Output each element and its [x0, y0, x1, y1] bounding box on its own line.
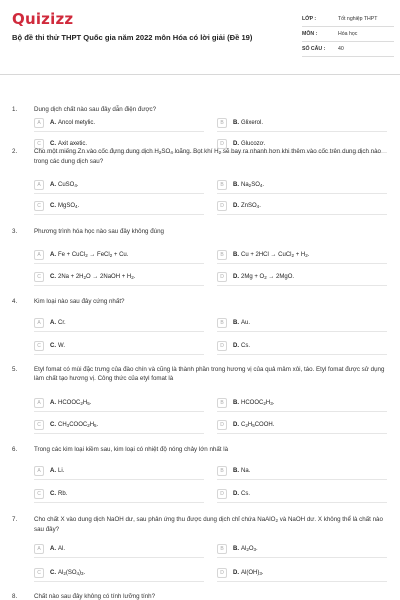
- option-answer: W.: [58, 343, 65, 349]
- option-text: [233, 400, 274, 406]
- option-text: [233, 546, 258, 552]
- option-letter-badge: D: [217, 489, 227, 499]
- question-number: 1.: [12, 106, 18, 113]
- option-underline: [34, 263, 204, 264]
- option-text: [233, 320, 250, 326]
- option-answer: $CH_3COOC_2H_5$.: [58, 422, 99, 428]
- option-d[interactable]: [217, 272, 392, 286]
- option-letter-badge: C: [34, 489, 44, 499]
- option-answer: ZnSO$_4$.: [241, 203, 261, 209]
- option-a[interactable]: [34, 398, 209, 412]
- option-label: B.: [233, 252, 239, 258]
- meta-class-key: LỚP :: [302, 16, 317, 22]
- header-divider: [0, 74, 400, 75]
- option-letter-badge: B: [217, 466, 227, 476]
- option-c[interactable]: [34, 341, 209, 355]
- option-label: C.: [50, 422, 56, 428]
- question-number: 7.: [12, 516, 18, 523]
- option-label: D.: [233, 422, 239, 428]
- option-answer: Fe + CuCl$_2$ → FeCl$_2$ + Cu.: [58, 252, 129, 258]
- option-b[interactable]: [217, 118, 392, 132]
- option-b[interactable]: [217, 180, 392, 194]
- option-b[interactable]: [217, 398, 392, 412]
- option-letter-badge: C: [34, 201, 44, 211]
- option-text: [233, 274, 294, 280]
- option-text: [50, 203, 79, 209]
- option-label: B.: [233, 546, 239, 552]
- option-a[interactable]: [34, 118, 209, 132]
- option-answer: $Al(OH)_3$.: [241, 570, 264, 576]
- option-letter-badge: A: [34, 398, 44, 408]
- option-letter-badge: D: [217, 341, 227, 351]
- option-answer: Au.: [241, 320, 251, 326]
- option-underline: [34, 581, 204, 582]
- option-text: [233, 252, 309, 258]
- option-label: B.: [233, 182, 239, 188]
- option-underline: [217, 193, 387, 194]
- option-label: C.: [50, 570, 56, 576]
- option-answer: $2Na + 2H_2O$ → 2NaOH + $H_2$.: [58, 274, 136, 280]
- option-text: [50, 252, 128, 258]
- option-letter-badge: C: [34, 568, 44, 578]
- option-c[interactable]: [34, 489, 209, 503]
- question-text: Cho một miếng Zn vào cốc đựng dung dịch $H_2SO_4$ loãng. Bọt khí $H_2$ sẽ bay ra nhanh hơn khi thêm vào cốc trên dung dịch nào trong các dung dịch sau?: [34, 148, 382, 165]
- option-underline: [34, 479, 204, 480]
- option-text: [233, 120, 263, 126]
- option-underline: [34, 354, 204, 355]
- option-letter-badge: C: [34, 272, 44, 282]
- option-answer: Li.: [58, 468, 65, 474]
- question-text: Phương trình hóa học nào sau đây không đúng: [34, 228, 164, 235]
- option-answer: Rb.: [58, 491, 68, 497]
- option-text: [50, 570, 85, 576]
- option-c[interactable]: [34, 568, 209, 582]
- option-text: [233, 203, 261, 209]
- question-number: 4.: [12, 298, 18, 305]
- option-underline: [217, 214, 387, 215]
- option-a[interactable]: [34, 466, 209, 480]
- option-b[interactable]: [217, 544, 392, 558]
- option-text: [50, 491, 67, 497]
- question-text: Trong các kim loại kiềm sau, kim loại có nhiệt độ nóng chảy lớn nhất là: [34, 446, 229, 453]
- option-underline: [34, 331, 204, 332]
- option-letter-badge: B: [217, 180, 227, 190]
- option-text: [50, 546, 65, 552]
- option-answer: Axit axetic.: [58, 141, 88, 147]
- option-text: [233, 468, 250, 474]
- option-c[interactable]: [34, 272, 209, 286]
- option-label: A.: [50, 182, 56, 188]
- option-underline: [34, 502, 204, 503]
- option-letter-badge: B: [217, 544, 227, 554]
- option-underline: [217, 411, 387, 412]
- option-label: D.: [233, 141, 239, 147]
- option-text: [233, 141, 265, 147]
- option-answer: Cs.: [241, 491, 250, 497]
- option-underline: [217, 263, 387, 264]
- option-label: B.: [233, 468, 239, 474]
- option-text: [50, 422, 98, 428]
- option-b[interactable]: [217, 466, 392, 480]
- question-text: Kim loại nào sau đây cứng nhất?: [34, 298, 125, 305]
- option-answer: Na.: [241, 468, 251, 474]
- option-label: C.: [50, 491, 56, 497]
- option-text: [50, 141, 87, 147]
- meta-count-value: 40: [338, 46, 344, 52]
- question-number: 8.: [12, 593, 18, 600]
- option-text: [50, 182, 79, 188]
- option-letter-badge: C: [34, 139, 44, 149]
- option-text: [50, 120, 95, 126]
- meta-count-row: [302, 42, 394, 57]
- option-letter-badge: D: [217, 139, 227, 149]
- option-letter-badge: D: [217, 272, 227, 282]
- question-number: 5.: [12, 366, 18, 373]
- question-number: 6.: [12, 446, 18, 453]
- option-text: [233, 182, 264, 188]
- option-underline: [217, 479, 387, 480]
- option-label: B.: [233, 400, 239, 406]
- option-text: [233, 343, 250, 349]
- option-letter-badge: A: [34, 544, 44, 554]
- option-letter-badge: D: [217, 201, 227, 211]
- option-answer: Glucozơ.: [241, 141, 266, 147]
- option-label: C.: [50, 274, 56, 280]
- option-text: [50, 468, 64, 474]
- option-answer: $Na_2SO_4$.: [241, 182, 265, 188]
- option-answer: MgSO$_4$.: [58, 203, 80, 209]
- option-letter-badge: A: [34, 180, 44, 190]
- option-underline: [217, 433, 387, 434]
- option-c[interactable]: [34, 201, 209, 215]
- option-text: [50, 320, 66, 326]
- option-underline: [34, 193, 204, 194]
- option-answer: $C_2H_5COOH$.: [241, 422, 275, 428]
- option-underline: [34, 285, 204, 286]
- option-underline: [34, 411, 204, 412]
- option-text: [233, 422, 274, 428]
- option-a[interactable]: [34, 180, 209, 194]
- option-answer: Ancol metylic.: [58, 120, 96, 126]
- option-label: A.: [50, 400, 56, 406]
- option-answer: Cr.: [58, 320, 66, 326]
- meta-count-key: SỐ CÂU :: [302, 46, 326, 52]
- option-letter-badge: B: [217, 250, 227, 260]
- question-text: Cho chất X vào dung dịch NaOH dư, sau phản ứng thu được dung dịch chỉ chứa NaAlO$_2$ và NaOH dư. X không thể là chất nào sau đây?: [34, 516, 383, 533]
- option-underline: [34, 433, 204, 434]
- option-label: B.: [233, 120, 239, 126]
- option-answer: $HCOOC_2H_5$.: [58, 400, 92, 406]
- option-answer: $Al_2O_3$.: [241, 546, 258, 552]
- option-d[interactable]: [217, 568, 392, 582]
- question-text: Dung dịch chất nào sau đây dẫn điện được?: [34, 106, 157, 113]
- option-letter-badge: C: [34, 341, 44, 351]
- option-label: A.: [50, 468, 56, 474]
- option-text: [233, 491, 250, 497]
- option-label: A.: [50, 546, 56, 552]
- option-label: C.: [50, 343, 56, 349]
- option-a[interactable]: [34, 544, 209, 558]
- option-label: D.: [233, 570, 239, 576]
- option-text: [50, 343, 65, 349]
- option-answer: Cs.: [241, 343, 250, 349]
- option-letter-badge: C: [34, 420, 44, 430]
- question-number: 3.: [12, 228, 18, 235]
- option-underline: [217, 502, 387, 503]
- option-underline: [34, 214, 204, 215]
- option-letter-badge: A: [34, 318, 44, 328]
- option-label: A.: [50, 120, 56, 126]
- option-letter-badge: A: [34, 466, 44, 476]
- option-answer: Glixerol.: [241, 120, 264, 126]
- option-label: C.: [50, 203, 56, 209]
- option-label: D.: [233, 343, 239, 349]
- option-underline: [217, 557, 387, 558]
- option-answer: $HCOOC_2H_3$.: [241, 400, 275, 406]
- option-letter-badge: D: [217, 568, 227, 578]
- option-label: D.: [233, 491, 239, 497]
- option-b[interactable]: [217, 250, 392, 264]
- option-b[interactable]: [217, 318, 392, 332]
- meta-class-row: [302, 12, 394, 27]
- option-d[interactable]: [217, 201, 392, 215]
- option-text: [50, 400, 91, 406]
- option-underline: [217, 354, 387, 355]
- meta-subject-row: [302, 27, 394, 42]
- option-underline: [217, 131, 387, 132]
- option-label: A.: [50, 252, 56, 258]
- option-answer: $Al_2(SO_4)_3$.: [58, 570, 86, 576]
- quizizz-logo: Quizizz: [12, 10, 74, 28]
- question-text: Chất nào sau đây không có tính lưỡng tính?: [34, 593, 156, 600]
- option-answer: Cu + 2HCl → CuCl$_2$ + $H_2$.: [241, 252, 310, 258]
- option-underline: [34, 557, 204, 558]
- option-underline: [34, 131, 204, 132]
- option-d[interactable]: [217, 341, 392, 355]
- option-label: A.: [50, 320, 56, 326]
- option-letter-badge: A: [34, 118, 44, 128]
- option-underline: [217, 581, 387, 582]
- option-answer: $2Mg + O_2 \to 2MgO$.: [241, 274, 295, 280]
- option-label: B.: [233, 320, 239, 326]
- option-label: D.: [233, 274, 239, 280]
- question-number: 2.: [12, 148, 18, 155]
- meta-class-value: Tốt nghiệp THPT: [338, 16, 378, 22]
- option-c[interactable]: [34, 420, 209, 434]
- option-a[interactable]: [34, 318, 209, 332]
- option-letter-badge: B: [217, 118, 227, 128]
- option-d[interactable]: [217, 489, 392, 503]
- option-a[interactable]: [34, 250, 209, 264]
- option-answer: Al.: [58, 546, 66, 552]
- option-letter-badge: B: [217, 318, 227, 328]
- option-answer: CuSO$_4$.: [58, 182, 79, 188]
- option-letter-badge: D: [217, 420, 227, 430]
- option-label: D.: [233, 203, 239, 209]
- worksheet-title: Bộ đề thi thử THPT Quốc gia năm 2022 môn Hóa có lời giải (Đề 19): [12, 33, 253, 42]
- meta-subject-value: Hóa học: [338, 31, 358, 37]
- option-letter-badge: B: [217, 398, 227, 408]
- option-text: [233, 570, 264, 576]
- question-text: Etyl fomat có mùi đặc trưng của đào chín và cũng là thành phần trong hương vị của quả mâm xôi, táo. Etyl fomat được sử dụng làm chất tạo hương vị. Công thức của etyl fomat là: [34, 366, 385, 382]
- option-underline: [217, 331, 387, 332]
- option-letter-badge: A: [34, 250, 44, 260]
- meta-subject-key: MÔN :: [302, 31, 318, 37]
- option-d[interactable]: [217, 420, 392, 434]
- option-underline: [217, 285, 387, 286]
- option-text: [50, 274, 135, 280]
- option-label: C.: [50, 141, 56, 147]
- worksheet-header: [0, 0, 400, 72]
